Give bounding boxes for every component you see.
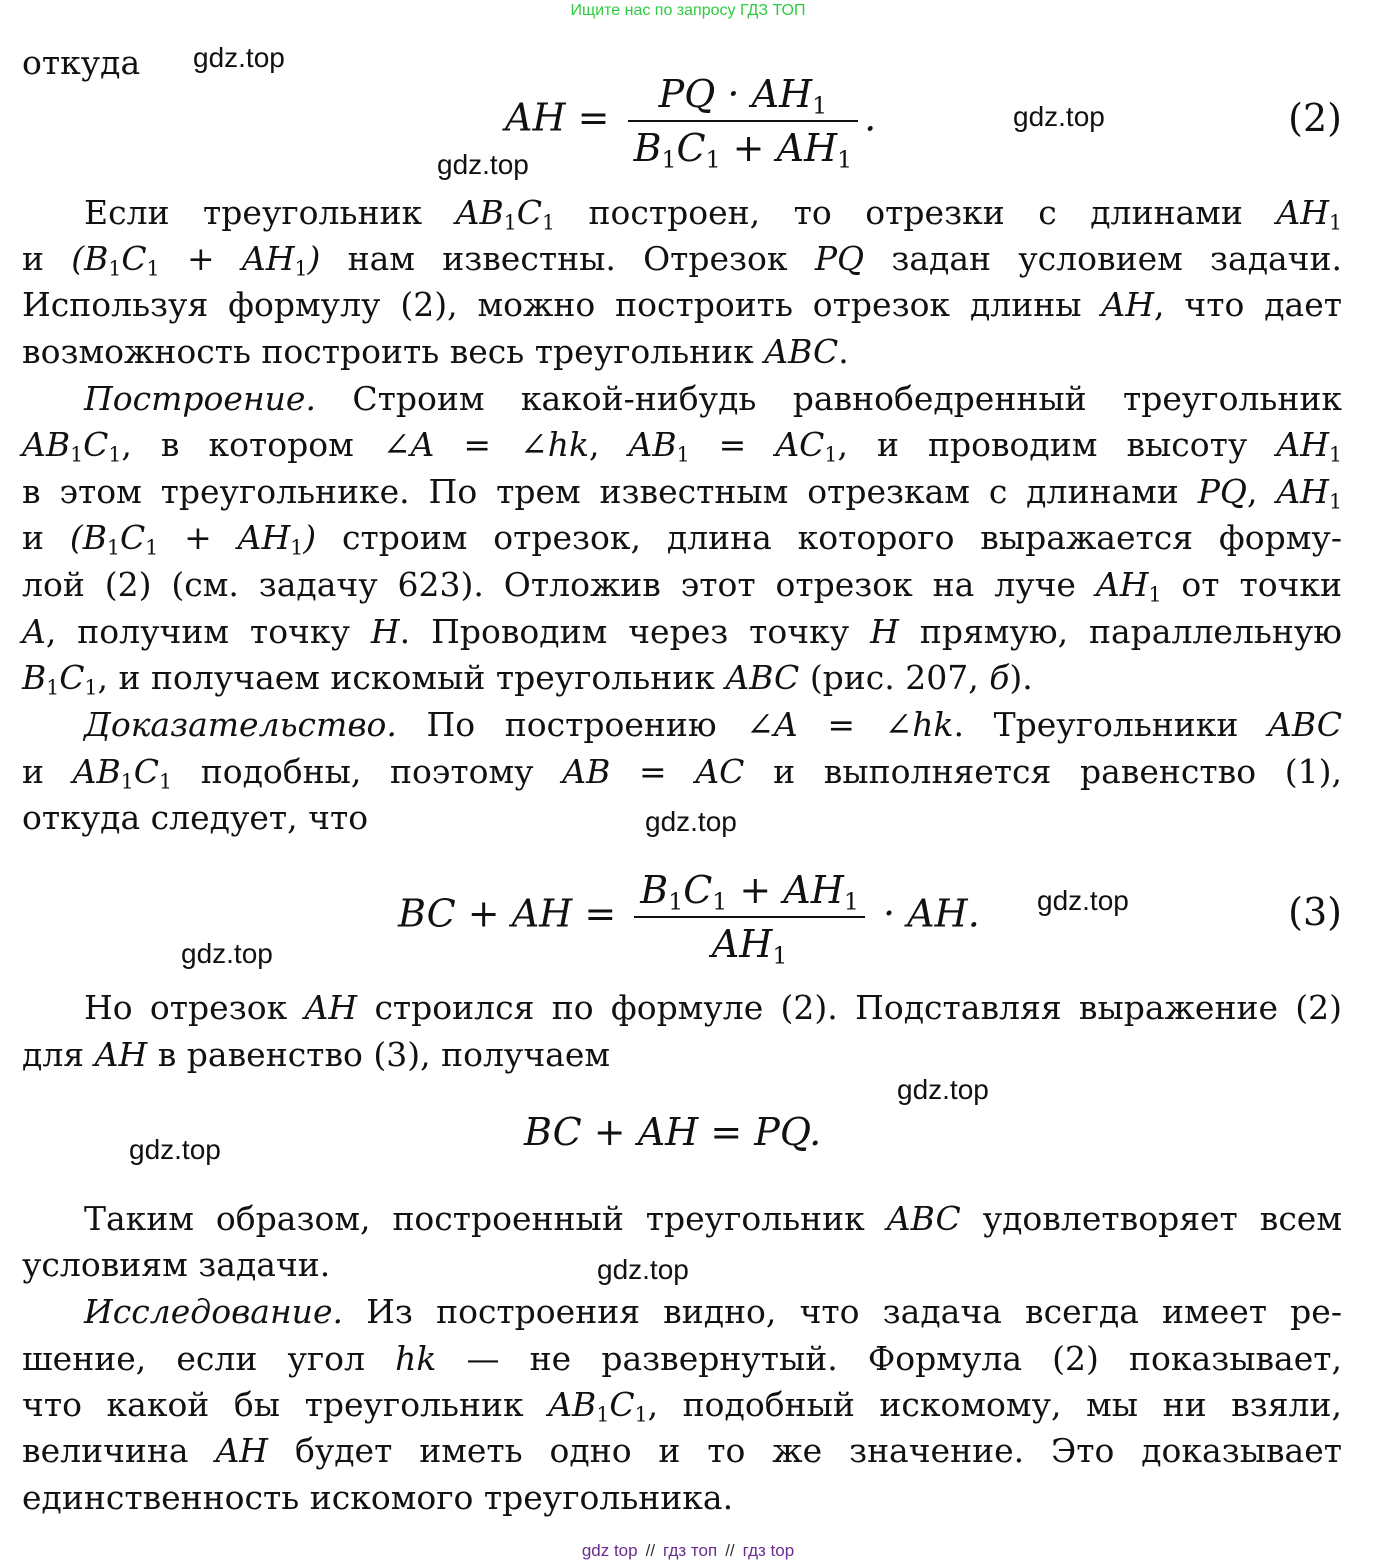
text-line: Исследование. Из построения видно, что задача всегда имеет ре-: [84, 1292, 1342, 1331]
footer-link-gdz-top[interactable]: gdz top: [581, 1541, 638, 1560]
fraction-denominator: $B_1C_1 + AH_1$: [633, 126, 853, 174]
footer-link-gdz-top-ru[interactable]: гдз топ: [663, 1541, 718, 1560]
text-line: Но отрезок AH строился по формуле (2). Подставляя выражение (2): [84, 988, 1343, 1027]
top-banner[interactable]: Ищите нас по запросу ГДЗ ТОП: [570, 2, 806, 19]
text-line: Доказательство. По построению ∠A = ∠hk. Треугольники ABC: [84, 705, 1342, 744]
equation-lhs: AH =: [505, 95, 610, 140]
text-line: для AH в равенство (3), получаем: [22, 1035, 611, 1074]
text-line: возможность построить весь треугольник ABC.: [22, 332, 849, 371]
text-line: и $(B_1C_1 + AH_1)$ строим отрезок, длина которого выражается форму-: [22, 518, 1342, 560]
text-line: что какой бы треугольник $AB_1C_1$, подобный искомому, мы ни взяли,: [22, 1385, 1342, 1427]
footer-link-gdz-top-mixed[interactable]: гдз top: [742, 1541, 795, 1560]
text-line: в этом треугольнике. По трем известным отрезкам с длинами PQ, $AH_1$: [22, 472, 1342, 514]
watermark: gdz.top: [1013, 101, 1105, 132]
equation-2: AH = $\frac{PQ \cdot AH_1}{B_1C_1 + AH_1}$ .: [505, 72, 877, 174]
fraction: [628, 72, 859, 174]
text-line: и $AB_1C_1$ подобны, поэтому AB = AC и выполняется равенство (1),: [22, 752, 1342, 794]
watermark: gdz.top: [1037, 885, 1129, 916]
text-line: единственность искомого треугольника.: [22, 1478, 734, 1517]
text-line: $AB_1C_1$, в котором ∠A = ∠hk, $AB_1 = AC_1$, и проводим высоту $AH_1$: [22, 425, 1342, 467]
text-line: Используя формулу (2), можно построить отрезок длины AH, что дает: [22, 285, 1342, 324]
footer-links: gdz top // гдз топ // гдз top: [581, 1541, 795, 1560]
fraction-numerator: $B_1C_1 + AH_1$: [634, 868, 865, 918]
text-line: откуда следует, что: [22, 798, 369, 837]
text-line: шение, если угол hk — не развернутый. Формула (2) показывает,: [22, 1339, 1342, 1378]
text-line: условиям задачи.: [22, 1245, 331, 1284]
equation-number: (2): [1288, 96, 1342, 140]
text-line: лой (2) (см. задачу 623). Отложив этот отрезок на луче $AH_1$ от точки: [22, 565, 1342, 607]
watermark: gdz.top: [645, 806, 737, 837]
text-line: Если треугольник $AB_1C_1$ построен, то отрезки с длинами $AH_1$: [84, 193, 1342, 235]
watermark: gdz.top: [597, 1254, 689, 1285]
text-line: величина AH будет иметь одно и то же значение. Это доказывает: [22, 1431, 1343, 1470]
text-line: Построение. Строим какой-нибудь равнобедренный треугольник: [84, 379, 1342, 418]
fraction-denominator: $AH_1$: [711, 922, 788, 970]
text-line: Таким образом, построенный треугольник ABC удовлетворяет всем: [84, 1199, 1343, 1238]
equation-number: (3): [1288, 890, 1342, 934]
watermark: gdz.top: [437, 149, 529, 180]
watermark: gdz.top: [129, 1134, 221, 1165]
equation-3: BC + AH = $\frac{B_1C_1 + AH_1}{AH_1}$ · AH.: [398, 868, 980, 970]
fraction-numerator: PQ · $AH_1$: [628, 72, 859, 122]
watermark: gdz.top: [181, 938, 273, 969]
fraction: [634, 868, 865, 970]
text-line: $B_1C_1$, и получаем искомый треугольник ABC (рис. 207, б).: [22, 658, 1033, 700]
watermark: gdz.top: [897, 1074, 989, 1105]
watermark: gdz.top: [193, 42, 285, 73]
text-fragment: откуда: [22, 43, 141, 82]
text-line: A, получим точку H. Проводим через точку H прямую, параллельную: [22, 612, 1343, 651]
text-line: и $(B_1C_1 + AH_1)$ нам известны. Отрезок PQ задан условием задачи.: [22, 239, 1342, 281]
equation-4: BC + AH = PQ.: [524, 1110, 822, 1154]
